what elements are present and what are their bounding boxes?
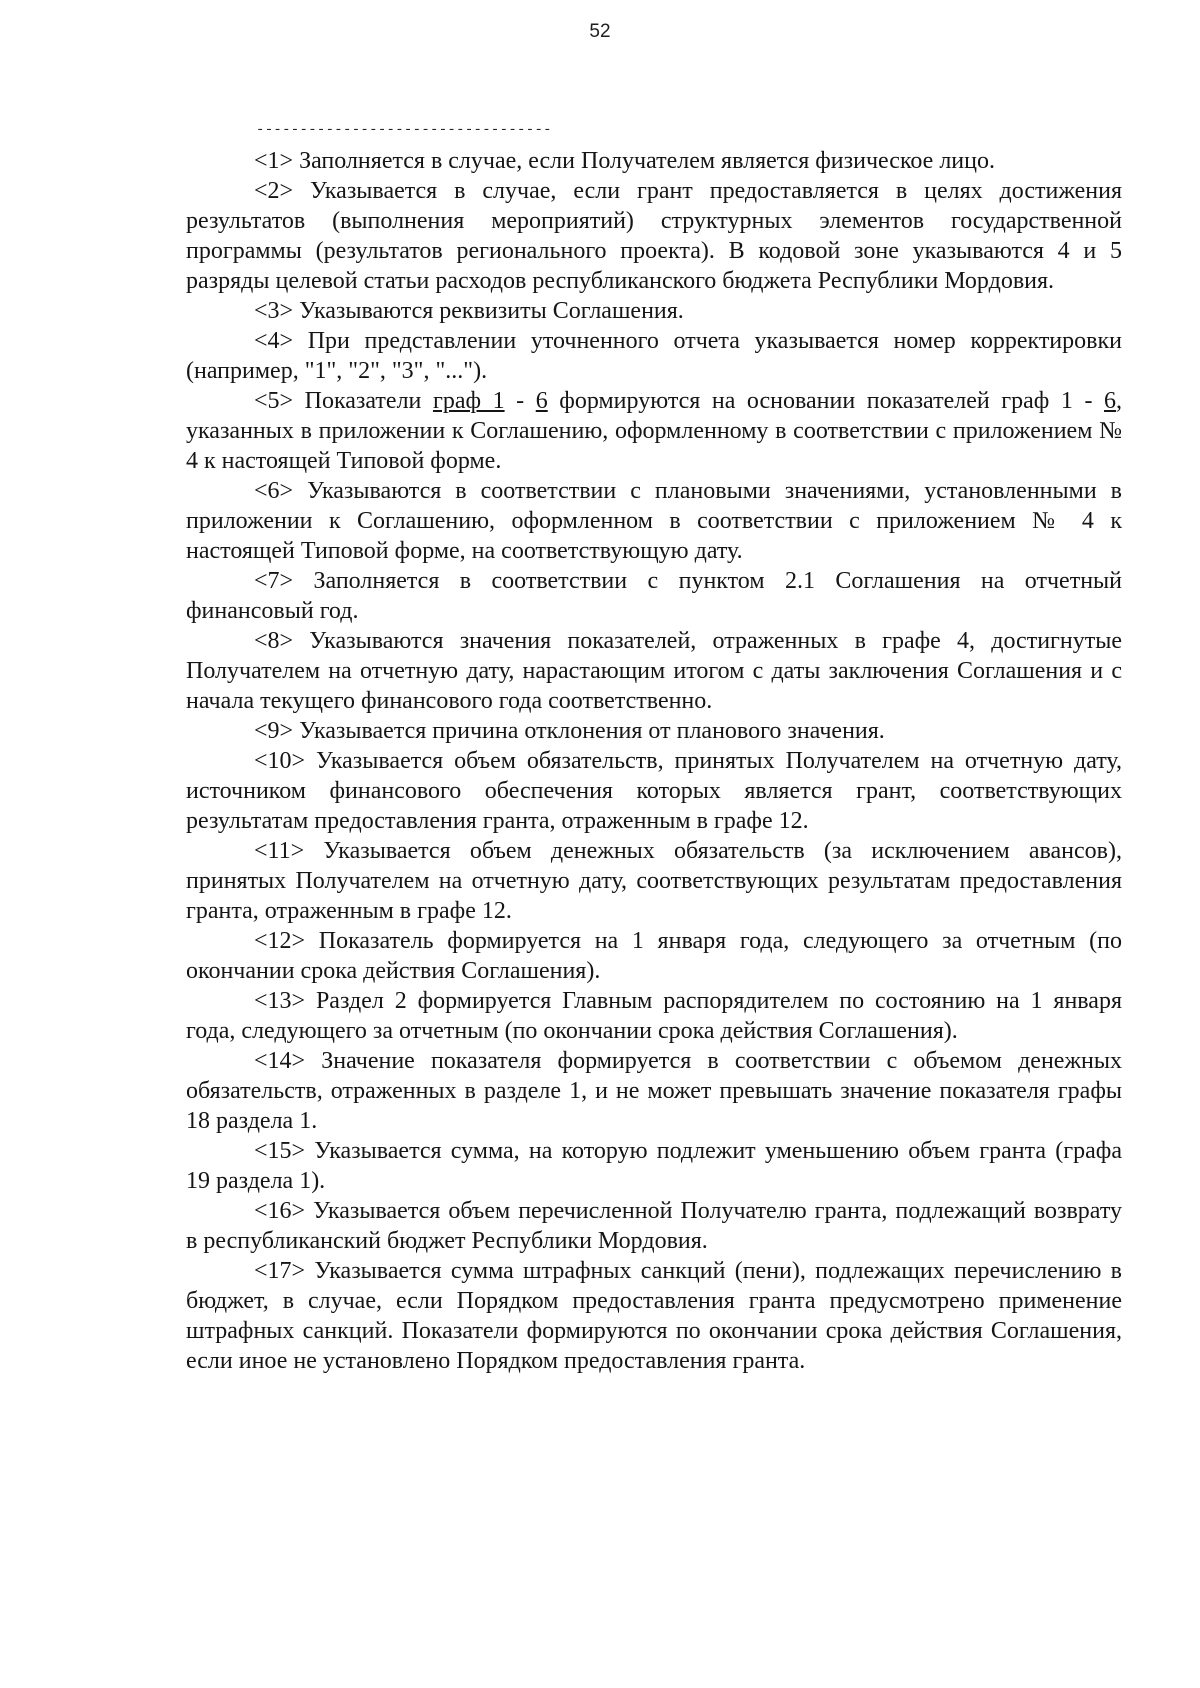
footnote-12: <12> Показатель формируется на 1 января года, следующего за отчетным (по окончании срока действия Соглашения). [186, 928, 1122, 984]
footnote-6: <6> Указываются в соответствии с плановыми значениями, установленными в приложении к Соглашению, оформленном в соответствии с приложением № 4 к настоящей Типовой форме, на соответствующую дату. [186, 478, 1122, 564]
footnote-13: <13> Раздел 2 формируется Главным распорядителем по состоянию на 1 января года, следующего за отчетным (по окончании срока действия Соглашения). [186, 988, 1122, 1044]
footnote-separator: ---------------------------------- [256, 122, 552, 138]
footnote-1: <1> Заполняется в случае, если Получателем является физическое лицо. [254, 148, 995, 174]
footnotes-block [186, 146, 1122, 1376]
footnote-5-text-before: <5> Показатели [254, 388, 433, 414]
footnote-5-text-mid: - [504, 388, 536, 414]
footnote-14: <14> Значение показателя формируется в соответствии с объемом денежных обязательств, отраженных в разделе 1, и не может превышать значение показателя графы 18 раздела 1. [186, 1048, 1122, 1134]
footnote-3: <3> Указываются реквизиты Соглашения. [254, 298, 684, 324]
footnote-2: <2> Указывается в случае, если грант предоставляется в целях достижения результатов (выполнения мероприятий) структурных элементов государственной программы (результатов регионального проекта). В кодовой зоне указываются 4 и 5 разряды целевой статьи расходов республиканского бюджета Республики Мордовия. [186, 178, 1122, 294]
link-columns-1[interactable]: граф 1 [432, 388, 505, 414]
footnote-5 [186, 386, 1122, 476]
footnote-5-text-mid2: формируются на основании показателей граф 1 - [547, 388, 1105, 414]
footnote-9: <9> Указывается причина отклонения от планового значения. [254, 718, 885, 744]
footnote-4: <4> При представлении уточненного отчета указывается номер корректировки (например, "1", "2", "3", "..."). [186, 328, 1122, 384]
link-column-6[interactable]: 6 [535, 388, 548, 414]
page-number: 52 [589, 21, 611, 42]
link-column-6-appendix[interactable]: 6 [1104, 388, 1117, 414]
footnote-10: <10> Указывается объем обязательств, принятых Получателем на отчетную дату, источником финансового обеспечения которых является грант, соответствующих результатам предоставления гранта, отраженным в графе 12. [186, 748, 1122, 834]
footnote-7: <7> Заполняется в соответствии с пунктом 2.1 Соглашения на отчетный финансовый год. [186, 568, 1122, 624]
footnote-8: <8> Указываются значения показателей, отраженных в графе 4, достигнутые Получателем на отчетную дату, нарастающим итогом с даты заключения Соглашения и с начала текущего финансового года соответственно. [186, 628, 1122, 714]
footnote-11: <11> Указывается объем денежных обязательств (за исключением авансов), принятых Получателем на отчетную дату, соответствующих результатам предоставления гранта, отраженным в графе 12. [186, 838, 1122, 924]
footnote-5-text-after: , указанных в приложении к Соглашению, оформленному в соответствии с приложением № 4 к настоящей Типовой форме. [186, 388, 1123, 474]
footnote-15: <15> Указывается сумма, на которую подлежит уменьшению объем гранта (графа 19 раздела 1). [186, 1138, 1122, 1194]
footnote-16: <16> Указывается объем перечисленной Получателю гранта, подлежащий возврату в республиканский бюджет Республики Мордовия. [186, 1198, 1122, 1254]
footnote-17: <17> Указывается сумма штрафных санкций (пени), подлежащих перечислению в бюджет, в случае, если Порядком предоставления гранта предусмотрено применение штрафных санкций. Показатели формируются по окончании срока действия Соглашения, если иное не установлено Порядком предоставления гранта. [186, 1258, 1122, 1374]
